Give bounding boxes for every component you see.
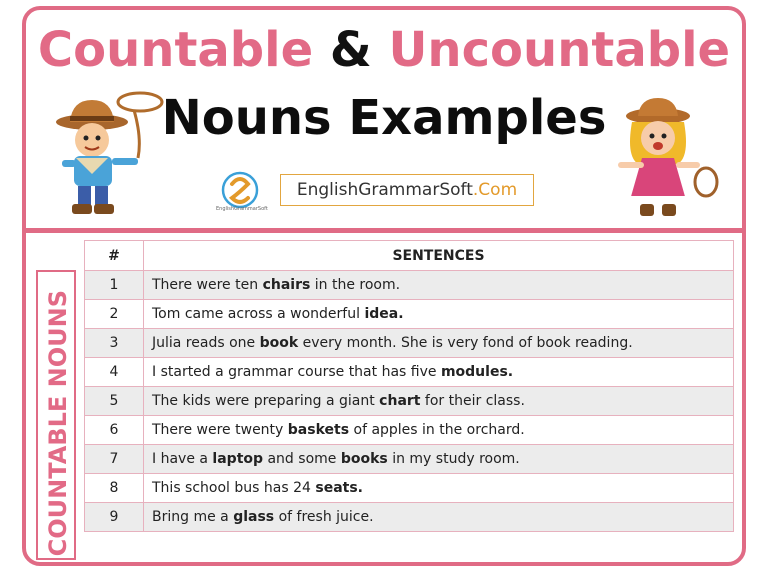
row-number: 8 (85, 474, 144, 503)
row-number: 6 (85, 416, 144, 445)
row-sentence: I started a grammar course that has five modules. (144, 358, 734, 387)
noun-highlight: idea. (364, 306, 404, 322)
page-subtitle: Nouns Examples (161, 90, 607, 146)
title-ampersand: & (329, 22, 372, 78)
noun-highlight: book (259, 335, 299, 351)
row-number: 7 (85, 445, 144, 474)
table-row (85, 271, 734, 300)
row-number: 9 (85, 503, 144, 532)
section-label-box (36, 270, 76, 560)
row-number: 4 (85, 358, 144, 387)
header-number: # (85, 241, 144, 271)
header-sentences: SENTENCES (144, 241, 734, 271)
row-sentence: Bring me a glass of fresh juice. (144, 503, 734, 532)
table-row (85, 300, 734, 329)
table-row (85, 329, 734, 358)
row-number: 2 (85, 300, 144, 329)
header-divider (22, 228, 746, 233)
table-row (85, 503, 734, 532)
table-row (85, 416, 734, 445)
row-sentence: I have a laptop and some books in my study room. (144, 445, 734, 474)
sentences-table (84, 240, 734, 532)
row-sentence: Tom came across a wonderful idea. (144, 300, 734, 329)
noun-highlight: glass (233, 509, 275, 525)
table-header-row (85, 241, 734, 271)
noun-highlight: baskets (287, 422, 350, 438)
noun-highlight: laptop (212, 451, 264, 467)
row-number: 3 (85, 329, 144, 358)
table-row (85, 358, 734, 387)
table-row (85, 445, 734, 474)
page-title (0, 22, 768, 78)
table-row (85, 474, 734, 503)
section-label: COUNTABLE NOUNS (44, 290, 72, 557)
table-row (85, 387, 734, 416)
row-sentence: There were ten chairs in the room. (144, 271, 734, 300)
title-word-uncountable: Uncountable (388, 22, 731, 78)
logo-caption: EnglishGrammarSoft (216, 206, 268, 212)
row-sentence: There were twenty baskets of apples in the orchard. (144, 416, 734, 445)
row-number: 5 (85, 387, 144, 416)
row-sentence: This school bus has 24 seats. (144, 474, 734, 503)
row-sentence: The kids were preparing a giant chart for their class. (144, 387, 734, 416)
noun-highlight: modules. (440, 364, 514, 380)
noun-highlight: chart (379, 393, 421, 409)
noun-highlight: chairs (262, 277, 311, 293)
cowgirl-illustration (612, 96, 724, 220)
cowboy-boy-illustration (52, 88, 170, 218)
brand-domain: .Com (472, 180, 518, 200)
noun-highlight: books (340, 451, 388, 467)
noun-highlight: seats. (315, 480, 363, 496)
row-sentence: Julia reads one book every month. She is very fond of book reading. (144, 329, 734, 358)
title-word-countable: Countable (37, 22, 314, 78)
website-badge (280, 174, 534, 206)
row-number: 1 (85, 271, 144, 300)
brand-name: EnglishGrammarSoft (296, 180, 473, 200)
